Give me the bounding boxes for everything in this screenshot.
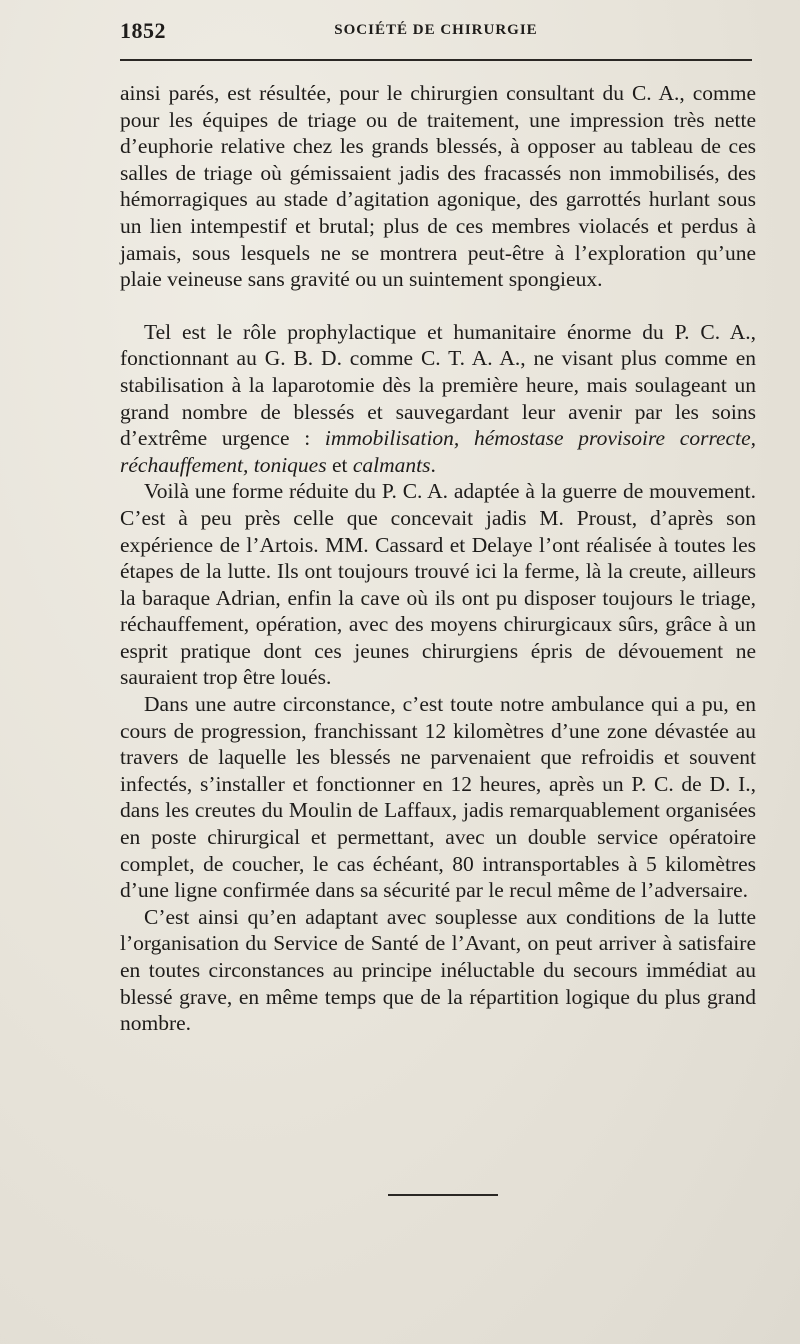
page-header: [120, 18, 752, 48]
running-head: SOCIÉTÉ DE CHIRURGIE: [334, 22, 538, 38]
paragraph-4: Dans une autre circonstance, c’est toute notre ambulance qui a pu, en cours de progression, franchissant 12 kilomètres d’une zone dévastée au travers de laquelle les blessés ne parvenaient que refroidis et souvent infectés, s’installer et fonctionner en 12 heures, après un P. C. de D. I., dans les creutes du Moulin de Laffaux, jadis remarquablement organisées en poste chirurgical et permettant, avec un double service opératoire complet, de coucher, le cas échéant, 80 intransportables à 5 kilomètres d’une ligne confirmée dans sa sécurité par le recul même de l’adversaire.: [120, 692, 756, 903]
body-text: [120, 80, 756, 1037]
paragraph-2-text-before: Tel est le rôle prophylactique et humanitaire énorme du P. C. A., fonctionnant au G. B. D. comme C. T. A. A., ne visant plus comme en stabilisation à la laparotomie dès la première heure, mais soulageant un grand nombre de blessés et sauvegardant leur avenir par les soins d’extrême urgence :: [120, 319, 756, 451]
page-number: 1852: [120, 18, 166, 43]
paragraph-1: ainsi parés, est résultée, pour le chirurgien consultant du C. A., comme pour les équipes de triage ou de traitement, une impression très nette d’euphorie relative chez les grands blessés, à opposer au tableau de ces salles de triage où gémissaient jadis des fracassés non immobilisés, des hémorragiques au stade d’agitation agonique, des garrottés hurlant sous un lien intempestif et brutal; plus de ces membres violacés et perdus à jamais, sous lesquels ne se montrera peut-être à l’exploration qu’une plaie veineuse sans gravité ou un suintement spongieux.: [120, 81, 756, 292]
paragraph-2-italic-2: calmants: [352, 452, 431, 477]
paragraph-2: [120, 319, 756, 479]
paragraph-2-text-after: .: [430, 452, 436, 477]
end-rule: [388, 1194, 498, 1196]
paragraph-2-text-middle: et: [326, 452, 353, 477]
paragraph-3: Voilà une forme réduite du P. C. A. adaptée à la guerre de mouvement. C’est à peu près celle que concevait jadis M. Proust, d’après son expérience de l’Artois. MM. Cassard et Delaye l’ont réalisée à toutes les étapes de la lutte. Ils ont toujours trouvé ici la ferme, là la creute, ailleurs la baraque Adrian, enfin la cave où ils ont pu disposer toujours le triage, réchauffement, opération, avec des moyens chirurgicaux sûrs, grâce à un esprit pratique dont ces jeunes chirurgiens épris de dévouement ne sauraient trop être loués.: [120, 479, 756, 690]
paragraph-5: C’est ainsi qu’en adaptant avec souplesse aux conditions de la lutte l’organisation du Service de Santé de l’Avant, on peut arriver à satisfaire en toutes circonstances au principe inéluctable du secours immédiat au blessé grave, en même temps que de la répartition logique du plus grand nombre.: [120, 904, 756, 1036]
paragraph-2-italic-1: immobilisation, hémostase provisoire correcte, réchauffement, toniques: [120, 426, 756, 477]
header-rule: [120, 59, 752, 61]
